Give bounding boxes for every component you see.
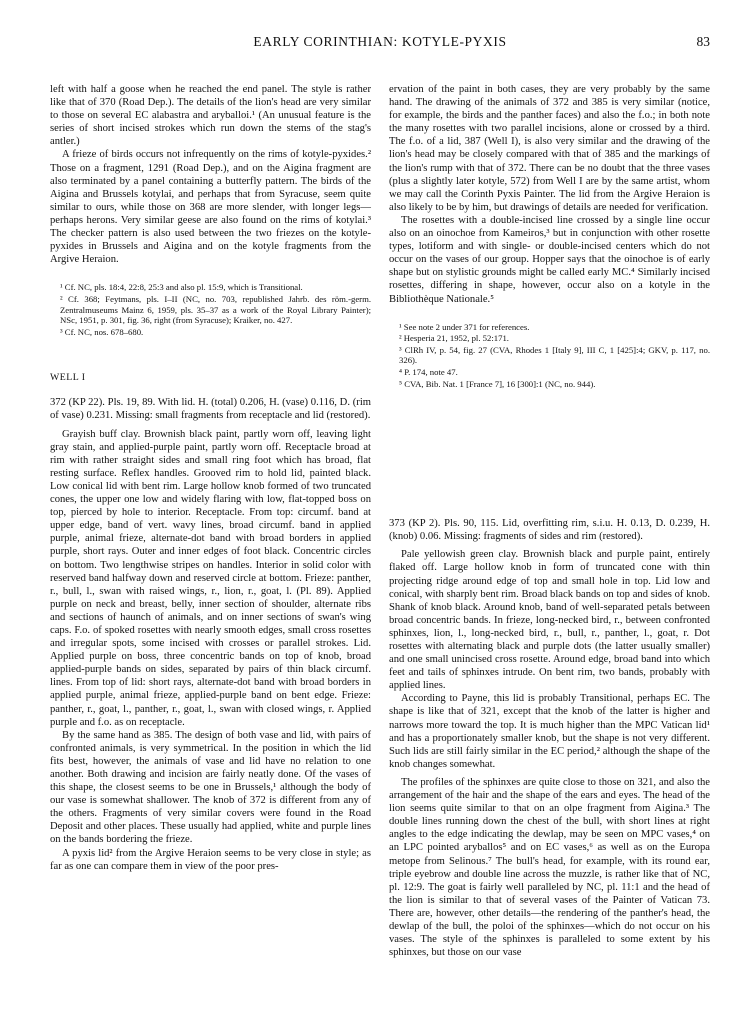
- paragraph: ervation of the paint in both cases, they are very probably by the same hand. The drawing of the animals of 372 and 385 is very similar (notice, for example, the birds and the panther faces) and also the f.o.; in both note the many rosettes with two parallel incisions, alone or crossed by a third. The f.o. of a lid, 387 (Well I), is also very similar and the drawing of the lion's head may be closely compared with that of 385 and the markings of the lion's rump with that of 372. There can be no doubt that the three vases (plus a slightly later kotyle, 572) from Well I are by the same artist, whom we may call the Corinth Pyxis Painter. The lid from the Argive Heraion is also likely to be by him, but drawings of details are needed for verification.: [389, 84, 710, 213]
- paragraph: By the same hand as 385. The design of both vase and lid, with pairs of confronted animals, is very symmetrical. In the position in which the lid fits best, however, the animals of vase and lid have no relation to one another. Both drawing and incision are fairly neatly done. Of the vases of this shape, the closest seems to be one in Brussels,¹ although the body of our vase is somewhat shallower. The knob of 372 is different from any of the others. Fragments of very similar covers were found in the Road Deposit and other places. These usually had applied, white and purple lines on the bands bordering the frieze.: [50, 729, 371, 846]
- catalogue-description: Grayish buff clay. Brownish black paint, partly worn off, leaving light gray stain, and applied-purple paint, partly worn off. Receptacle broad at rim with rather straight sides and small ring foot which has broad, flat resting surface. Reflex handles. Grooved rim to hold lid, painted black. Low conical lid with bent rim. Large hollow knob formed of two truncated cones, the upper one low and widely flaring with low, flat-topped boss on top, pierced by hole to interior. Receptacle. From top: circumf. band at upper edge, band of vert. wavy lines, broad circumf. band in applied purple, animal frieze, alternate-dot band with broad borders in applied purple, short rays. Outer and inner edges of foot black. Concentric circles on bottom. Two lengthwise stripes on handles. Interior in solid color with reserved band halfway down and reserved circle at bottom. Frieze: panther, r., bull, l., swan with raised wings, r., lion, r., goat, l. (Pl. 89). Applied purple on neck and breast, belly, inner section of shoulder, alternate ribs and sections of haunch of animals, and on inner sections of swan's wing caps. F.o. of spoked rosettes with nearly smooth edges, small cross rosettes and irregular spots, some incised with crosses or parallel strokes. Lid. Applied purple on boss, three concentric bands on top of knob, broad applied-purple bands on sides, separated by pairs of thin black circumf. lines. From top of lid: short rays, alternate-dot band with broad borders in applied purple, animal frieze, applied-purple band on bent edge. Frieze: panther, r., goat, l., panther, r., goat, l., swan with closed wings, r. Applied purple and f.o. as on receptacle.: [50, 428, 371, 728]
- page-number: 83: [696, 34, 710, 49]
- footnote: ⁴ P. 174, note 47.: [399, 366, 458, 377]
- catalogue-entry: 372 (KP 22). Pls. 19, 89. With lid. H. (total) 0.206, H. (vase) 0.116, D. (rim of vase) 0.231. Missing: small fragments from receptacle and lid (restored).: [50, 397, 371, 422]
- paragraph: The rosettes with a double-incised line crossed by a single line occur also on an oinochoe from Kameiros,³ but in conjunction with other rosette types, lotiform and with single- or double-incised centers which do not occur on the vases of our group. Hopper says that the oinochoe is of early shape but on stylistic grounds might be called early MC.⁴ Similarly incised rosettes, differing in shape, however, occur also on a kotyle in the Bibliothèque Nationale.⁵: [389, 214, 710, 305]
- catalogue-entry: 373 (KP 2). Pls. 90, 115. Lid, overfitting rim, s.i.u. H. 0.13, D. 0.239, H. (knob) 0.06. Missing: fragments of sides and rim (restored).: [389, 518, 710, 543]
- running-head: [50, 34, 710, 54]
- catalogue-description: Pale yellowish green clay. Brownish black and purple paint, entirely flaked off. Large hollow knob in form of truncated cone with thin projecting ridge around edge of top and small hole in top. Lid low and conical, with sharply bent rim. Broad black bands on top and sides of knob. Shank of knob black. Around knob, band of well-separated petals between broad concentric bands. In frieze, long-necked bird, r., between confronted sphinxes, lion, l., long-necked bird, r., bull, r., panther, l., goat, r. Dot rosettes with alternating black and purple dots (the latter usually smaller) and one small unincised cross rosette. Around edge, broad band into which feet and tails of sphinxes intrude. On bent rim, two bands, probably with applied lines.: [389, 549, 710, 692]
- paragraph: The profiles of the sphinxes are quite close to those on 321, and also the arrangement of the hair and the shape of the ears and eyes. The head of the lion seems quite similar to that on an olpe fragment from Aigina.³ The double lines running down the chest of the bull, with short lines at right angles to the edge indicating the dewlap, may be seen on MPC vases,⁴ on an LPC pointed aryballos⁵ and on EC vases,⁶ as well as on the Europa metope from Selinous.⁷ The bull's head, for example, with its round ear, triple eyebrow and double line across the muzzle, is rather like that of NC, pl. 12:9. The goat is fairly well paralleled by NC, pl. 11:1 and the head of the lion is similar to that of several vases of the Painter of Vatican 73. There are, however, other details—the rendering of the panther's head, the dewlap of the bull, the poloi of the sphinxes—which do not occur on his vases. The style of the sphinxes is paralleled to some extent by his sphinxes, but those on our vase: [389, 776, 710, 959]
- footnote: ¹ Cf. NC, pls. 18:4, 22:8, 25:3 and also pl. 15:9, which is Transitional.: [60, 282, 303, 293]
- running-title: EARLY CORINTHIAN: KOTYLE-PYXIS: [253, 34, 507, 49]
- paragraph: left with half a goose when he reached the end panel. The style is rather like that of 370 (Road Dep.). The details of the lion's head are very similar to those on several EC alabastra and aryballoi.¹ (An unusual feature is the series of short incised strokes which run down the stems of the stag's antler.): [50, 84, 371, 148]
- footnote: ¹ See note 2 under 371 for references.: [399, 321, 530, 332]
- paragraph: A frieze of birds occurs not infrequently on the rims of kotyle-pyxides.² Those on a fragment, 1291 (Road Dep.), and on the Aigina fragment are also terminated by a panel containing a butterfly pattern. The birds of the Aigina and Brussels kotylai, and perhaps that from Syracuse, seem quite similar to ours, while those on 368 are more slender, with longer legs—perhaps herons. Very similar geese are also found on the rims of kotylai.³ The checker pattern is also used between the two friezes on the kotyle-pyxides in Brussels and Aigina and on the kotyle fragments from the Argive Heraion.: [50, 149, 371, 266]
- footnote: ³ Cf. NC, nos. 678–680.: [60, 326, 144, 337]
- paragraph: According to Payne, this lid is probably Transitional, perhaps EC. The shape is like that of 321, except that the knob of the latter is higher and narrows more toward the top. It is much higher than the MPC Vatican lid¹ and has a proportionately smaller knob, but the shape is not very different. Such lids are still fairly similar in the EC period,² although the shape of the knob changes somewhat.: [389, 693, 710, 770]
- footnote: ⁵ CVA, Bib. Nat. 1 [France 7], 16 [300]:1 (NC, no. 944).: [399, 378, 596, 389]
- left-column: [50, 83, 371, 873]
- paragraph: A pyxis lid² from the Argive Heraion seems to be very close in style; as far as one can compare them in view of the poor pres-: [50, 847, 371, 872]
- section-heading: WELL I: [50, 372, 86, 384]
- footnote: ² Hesperia 21, 1952, pl. 52:171.: [399, 333, 509, 344]
- footnote: ³ ClRh IV, p. 54, fig. 27 (CVA, Rhodes 1 [Italy 9], III C, 1 [425]:4; GKV, p. 117, no. 326).: [399, 344, 710, 366]
- right-column: [389, 83, 710, 959]
- footnote: ² Cf. 368; Feytmans, pls. I–II (NC, no. 703, republished Jahrb. des röm.-germ. Zentralmuseums Mainz 6, 1959, pls. 35–37 as a work of the Royal Library Painter); NSc, 1951, p. 301, fig. 36, right (from Syracuse); Kraiker, no. 427.: [60, 293, 371, 326]
